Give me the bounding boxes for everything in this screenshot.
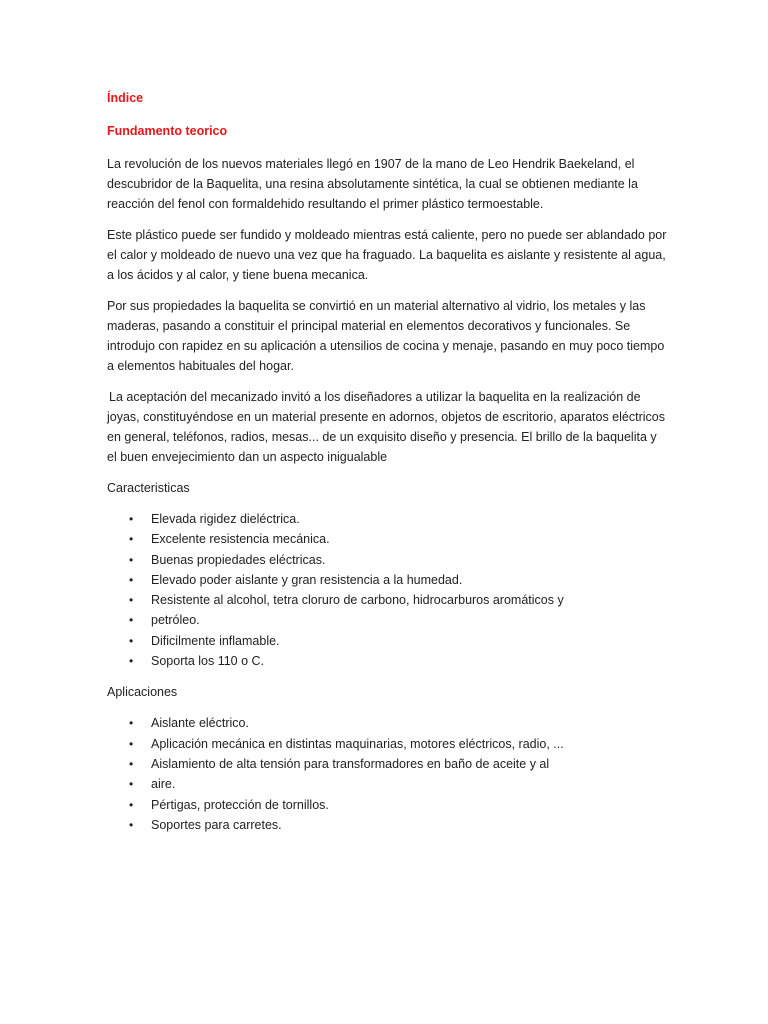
list-item: • Soporta los 110 o C. bbox=[107, 651, 668, 671]
list-item: • Soportes para carretes. bbox=[107, 815, 668, 835]
bullet-icon: • bbox=[129, 613, 134, 628]
bullet-icon: • bbox=[129, 654, 134, 669]
list-item: • Excelente resistencia mecánica. bbox=[107, 529, 668, 549]
list-item: • Aplicación mecánica en distintas maquinarias, motores eléctricos, radio, ... bbox=[107, 734, 668, 754]
list-item: • Aislamiento de alta tensión para transformadores en baño de aceite y al bbox=[107, 754, 668, 774]
section-heading: Fundamento teorico bbox=[107, 124, 228, 138]
characteristics-list bbox=[107, 509, 668, 671]
list-item: • Elevado poder aislante y gran resistencia a la humedad. bbox=[107, 570, 668, 590]
bullet-icon: • bbox=[129, 777, 134, 792]
bullet-icon: • bbox=[129, 572, 134, 587]
bullet-icon: • bbox=[129, 633, 134, 648]
applications-label: Aplicaciones bbox=[107, 685, 178, 700]
bullet-icon: • bbox=[129, 817, 134, 832]
paragraph-2: Este plástico puede ser fundido y moldeado mientras está caliente, pero no puede ser ablandado por el calor y moldeado de nuevo una vez que ha fraguado. La baquelita es aislante y resistente al agua, a los ácidos y al calor, y tiene buena mecanica. bbox=[107, 228, 667, 282]
list-item: • Pértigas, protección de tornillos. bbox=[107, 795, 668, 815]
list-item: • petróleo. bbox=[107, 610, 668, 630]
characteristics-label: Caracteristicas bbox=[107, 481, 190, 495]
list-item: • Elevada rigidez dieléctrica. bbox=[107, 509, 668, 529]
list-item: • Aislante eléctrico. bbox=[107, 713, 668, 733]
paragraph-4: La aceptación del mecanizado invitó a los diseñadores a utilizar la baquelita en la realización de joyas, constituyéndose en un material presente en adornos, objetos de escritorio, aparatos eléctricos en general, teléfonos, radios, mesas... de un exquisito diseño y presencia. El brillo de la baquelita y el buen envejecimiento dan un aspecto inigualable bbox=[107, 390, 665, 464]
paragraph-1: La revolución de los nuevos materiales llegó en 1907 de la mano de Leo Hendrik Baekeland, el descubridor de la Baquelita, una resina absolutamente sintética, la cual se obtienen mediante la reacción del fenol con formaldehido resultando el primer plástico termoestable. bbox=[107, 157, 638, 211]
bullet-icon: • bbox=[129, 532, 134, 547]
bullet-icon: • bbox=[129, 593, 134, 608]
list-item: • Resistente al alcohol, tetra cloruro de carbono, hidrocarburos aromáticos y bbox=[107, 590, 668, 610]
bullet-icon: • bbox=[129, 797, 134, 812]
bullet-icon: • bbox=[129, 716, 134, 731]
list-item: • aire. bbox=[107, 774, 668, 794]
index-heading: Índice bbox=[107, 91, 144, 105]
list-item: • Dificilmente inflamable. bbox=[107, 631, 668, 651]
bullet-icon: • bbox=[129, 736, 134, 751]
bullet-icon: • bbox=[129, 512, 134, 526]
paragraph-3: Por sus propiedades la baquelita se convirtió en un material alternativo al vidrio, los metales y las maderas, pasando a constituir el principal material en elementos decorativos y funcionales. Se introdujo con rapidez en su aplicación a utensilios de cocina y menaje, pasando en muy poco tiempo a elementos habituales del hogar. bbox=[107, 299, 665, 373]
list-item: • Buenas propiedades eléctricas. bbox=[107, 550, 668, 570]
bullet-icon: • bbox=[129, 756, 134, 771]
bullet-icon: • bbox=[129, 552, 134, 567]
applications-list bbox=[107, 713, 668, 835]
